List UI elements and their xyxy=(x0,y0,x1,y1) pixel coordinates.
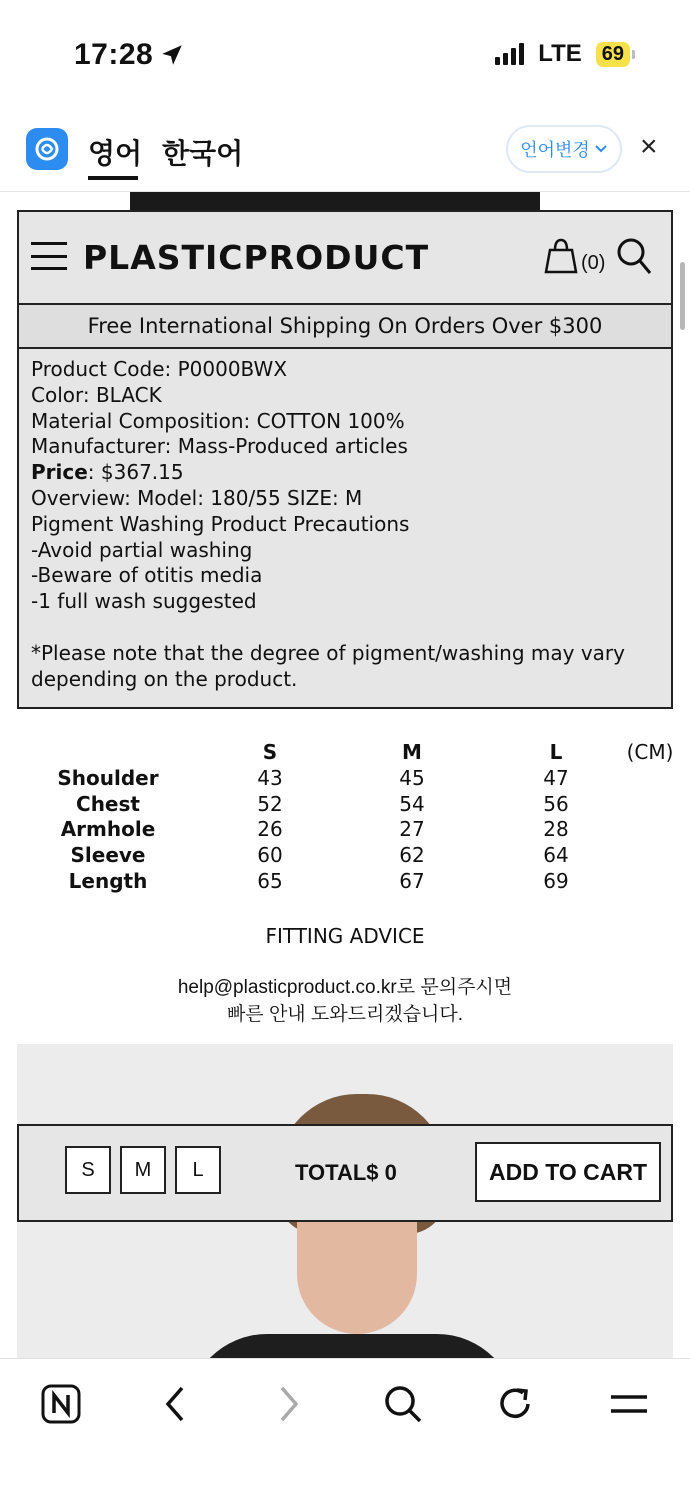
row-label: Chest xyxy=(76,791,140,816)
product-image-edge xyxy=(130,192,540,210)
product-code: Product Code: P0000BWX xyxy=(31,357,288,381)
shopping-bag-icon[interactable] xyxy=(541,236,581,276)
cell-l: 47 xyxy=(543,765,569,790)
close-icon[interactable]: × xyxy=(640,130,658,163)
precaution-item: -1 full wash suggested xyxy=(31,589,257,614)
menu-icon[interactable] xyxy=(604,1379,654,1429)
cell-l: 69 xyxy=(543,868,569,893)
table-row xyxy=(30,869,680,895)
cell-s: 26 xyxy=(257,817,283,842)
fitting-advice-heading: FITTING ADVICE xyxy=(265,924,425,948)
table-row xyxy=(30,817,680,843)
price-label: Price xyxy=(31,460,88,485)
tab-korean[interactable]: 한국어 xyxy=(162,138,244,169)
size-option-s[interactable]: S xyxy=(65,1146,111,1194)
status-time-text: 17:28 xyxy=(74,38,154,71)
product-color: Color: BLACK xyxy=(31,382,162,407)
size-table-header xyxy=(30,740,680,766)
web-page xyxy=(0,192,690,1358)
cart-count[interactable]: (0) xyxy=(581,252,606,274)
row-label: Sleeve xyxy=(70,843,146,868)
cell-s: 52 xyxy=(257,791,283,816)
precaution-item: -Avoid partial washing xyxy=(31,537,253,562)
cell-m: 54 xyxy=(399,791,425,816)
active-tab-indicator xyxy=(88,176,138,180)
size-option-m[interactable]: M xyxy=(120,1146,166,1194)
help-line: help@plasticproduct.co.kr로 문의주시면 xyxy=(177,977,513,998)
help-contact xyxy=(0,974,690,1028)
row-label: Armhole xyxy=(60,817,156,842)
size-header-m: M xyxy=(402,740,422,764)
add-to-cart-button[interactable]: ADD TO CART xyxy=(475,1142,661,1202)
help-line: 빠른 안내 도와드리겠습니다. xyxy=(226,1004,464,1025)
total-price: TOTAL$ 0 xyxy=(295,1160,397,1185)
cell-s: 65 xyxy=(257,868,283,893)
status-right xyxy=(495,40,630,68)
size-header-s: S xyxy=(262,740,278,764)
change-language-button[interactable] xyxy=(506,125,622,173)
size-option-l[interactable]: L xyxy=(175,1146,221,1194)
change-language-label: 언어변경 xyxy=(520,140,590,160)
size-unit: (CM) xyxy=(626,740,674,764)
naver-icon[interactable] xyxy=(36,1379,86,1429)
location-arrow-icon xyxy=(159,42,185,68)
back-icon[interactable] xyxy=(150,1379,200,1429)
product-manufacturer: Manufacturer: Mass-Produced articles xyxy=(31,434,408,459)
product-details xyxy=(17,347,673,709)
browser-toolbar xyxy=(0,1358,690,1500)
chevron-down-icon xyxy=(594,142,608,156)
table-row xyxy=(30,792,680,818)
cell-l: 56 xyxy=(543,791,569,816)
cell-m: 67 xyxy=(399,868,425,893)
cell-l: 28 xyxy=(543,817,569,842)
cell-s: 43 xyxy=(257,765,283,790)
site-header xyxy=(17,210,673,305)
precaution-item: -Beware of otitis media xyxy=(31,563,263,588)
cell-m: 45 xyxy=(399,765,425,790)
product-overview: Overview: Model: 180/55 SIZE: M xyxy=(31,485,363,510)
shipping-text: Free International Shipping On Orders Over $300 xyxy=(87,314,603,338)
model-jacket xyxy=(187,1334,517,1358)
cell-s: 60 xyxy=(257,843,283,868)
buy-bar xyxy=(17,1124,673,1222)
scrollbar[interactable] xyxy=(680,262,685,330)
network-label: LTE xyxy=(538,40,582,67)
translate-bar xyxy=(0,118,690,192)
shipping-banner xyxy=(17,303,673,349)
refresh-icon[interactable] xyxy=(490,1379,540,1429)
price-value: : $367.15 xyxy=(87,460,184,485)
product-price xyxy=(31,460,659,486)
tab-english[interactable]: 영어 xyxy=(88,138,143,169)
size-table xyxy=(30,740,680,895)
forward-icon[interactable] xyxy=(264,1379,314,1429)
washing-note: *Please note that the degree of pigment/washing may vary depending on the product. xyxy=(31,640,625,691)
site-logo[interactable]: PLASTICPRODUCT xyxy=(83,238,430,277)
papago-icon[interactable] xyxy=(26,128,68,170)
row-label: Length xyxy=(68,868,148,893)
search-icon[interactable] xyxy=(378,1379,428,1429)
row-label: Shoulder xyxy=(57,765,159,790)
status-time xyxy=(74,38,185,72)
cell-l: 64 xyxy=(543,843,569,868)
cell-m: 62 xyxy=(399,843,425,868)
cell-m: 27 xyxy=(399,817,425,842)
precautions-title: Pigment Washing Product Precautions xyxy=(31,511,410,536)
signal-icon xyxy=(495,43,524,65)
size-header-l: L xyxy=(549,740,563,764)
battery-icon: 69 xyxy=(596,42,630,67)
product-material: Material Composition: COTTON 100% xyxy=(31,408,405,433)
hamburger-menu-icon[interactable] xyxy=(31,242,67,270)
table-row xyxy=(30,843,680,869)
search-icon[interactable] xyxy=(615,236,653,276)
table-row xyxy=(30,766,680,792)
